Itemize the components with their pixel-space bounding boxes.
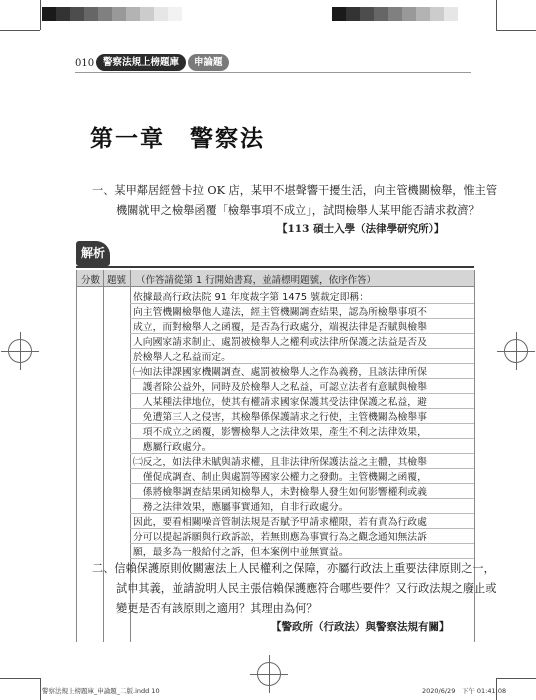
answer-table-header: [76, 270, 474, 287]
header-rule: [75, 72, 471, 73]
col-score-header: 分數: [81, 275, 101, 286]
question-2-line: 試申其義，並請說明人民主張信賴保護應符合哪些要件？又行政法規之廢止或: [116, 582, 497, 595]
footer-timestamp: 2020/6/29 下午 01:41:08: [422, 687, 507, 695]
answer-line: 護者除公益外，同時及於檢舉人之私益，可認立法者有意賦與檢舉: [133, 382, 427, 393]
answer-line: 應屬行政處分。: [133, 442, 212, 453]
analysis-rule: [76, 266, 474, 268]
answer-line: ㈡反之，如法律未賦與請求權，且非法律所保護法益之主體，其檢舉: [133, 457, 427, 468]
section-tag: 申論題: [188, 54, 229, 71]
question-1-source: 【113 碩士入學（法律學研究所）】: [277, 223, 445, 235]
question-1-line: 一、某甲鄰居經營卡拉 OK 店，某甲不堪聲響干擾生活，向主管機關檢舉，惟主管: [92, 184, 498, 197]
answer-line: 項不成立之函覆，影響檢舉人之法律效果，產生不利之法律效果，: [133, 427, 427, 438]
printer-color-bar: [42, 7, 458, 21]
footer-file-name: 警察法規上榜題庫_申論題_二版.indd 10: [42, 687, 160, 695]
analysis-badge: 解析: [76, 241, 110, 266]
crop-mark: [496, 0, 497, 30]
answer-line: 人向國家請求制止、處罰被檢舉人之權利或法律所保護之法益是否及: [133, 337, 427, 348]
answer-line: 人某種法律地位，使其有權請求國家保護其受法律保護之私益，避: [133, 397, 427, 408]
answer-line: 免遭第三人之侵害，其檢舉係保護請求之行使，主管機關為檢舉事: [133, 412, 427, 423]
crop-mark: [40, 0, 41, 30]
answer-line: 因此，要看相關噪音管制法規是否賦予甲請求權限，若有責為行政處: [133, 517, 427, 528]
crop-mark: [496, 678, 536, 679]
col-question-header: 題號: [107, 275, 127, 286]
crop-mark: [0, 30, 40, 31]
chapter-title: 第一章 警察法: [90, 126, 265, 152]
registration-mark: [8, 339, 32, 363]
answer-rule: [130, 558, 474, 559]
question-2-line: 變更是否有該原則之適用？其理由為何？: [116, 602, 318, 615]
answer-line: 係將檢舉調查結果函知檢舉人，未對檢舉人發生如何影響權利或義: [133, 487, 427, 498]
answer-line: 務之法律效果，應屬事實通知，自非行政處分。: [133, 502, 349, 513]
crop-mark: [496, 30, 536, 31]
answer-line: 願，最多為一般給付之訴，但本案例中並無實益。: [133, 547, 349, 558]
book-title-tag: 警察法規上榜題庫: [96, 54, 186, 71]
answer-line: ㈠如法律課國家機關調查、處罰被檢舉人之作為義務，且該法律所保: [133, 367, 427, 378]
registration-mark: [257, 662, 281, 686]
question-2-line: 二、信賴保護原則攸關憲法上人民權利之保障，亦屬行政法上重要法律原則之一，: [92, 562, 495, 575]
registration-mark: [504, 339, 528, 363]
answer-line: 向主管機關檢舉他人違法，經主管機關調查結果，認為所檢舉事項不: [133, 307, 427, 318]
question-2-source: 【警政所（行政法）與警察法規有關】: [271, 621, 450, 633]
table-column-divider: [103, 270, 104, 642]
crop-mark: [40, 678, 41, 700]
table-border-left: [76, 270, 77, 642]
answer-line: 僅促成調查、制止與處罰等國家公權力之發動。主管機關之函覆，: [133, 472, 427, 483]
answer-line: 成立，而對檢舉人之函覆，是否為行政處分，端視法律是否賦與檢舉: [133, 322, 427, 333]
page-number: 010: [75, 58, 95, 69]
answer-instruction: （作答請從第 1 行開始書寫，並請標明題號，依序作答）: [136, 275, 377, 286]
answer-line: 依據最高行政法院 91 年度裁字第 1475 號裁定即稱：: [133, 292, 369, 303]
question-1-line: 機關就甲之檢舉函覆「檢舉事項不成立」，試問檢舉人某甲能否請求救濟？: [116, 204, 480, 217]
answer-line: 分可以提起訴願與行政訴訟，若無則應為事實行為之觀念通知無法訴: [133, 532, 427, 543]
answer-line: 於檢舉人之私益而定。: [133, 352, 231, 363]
crop-mark: [0, 678, 40, 679]
